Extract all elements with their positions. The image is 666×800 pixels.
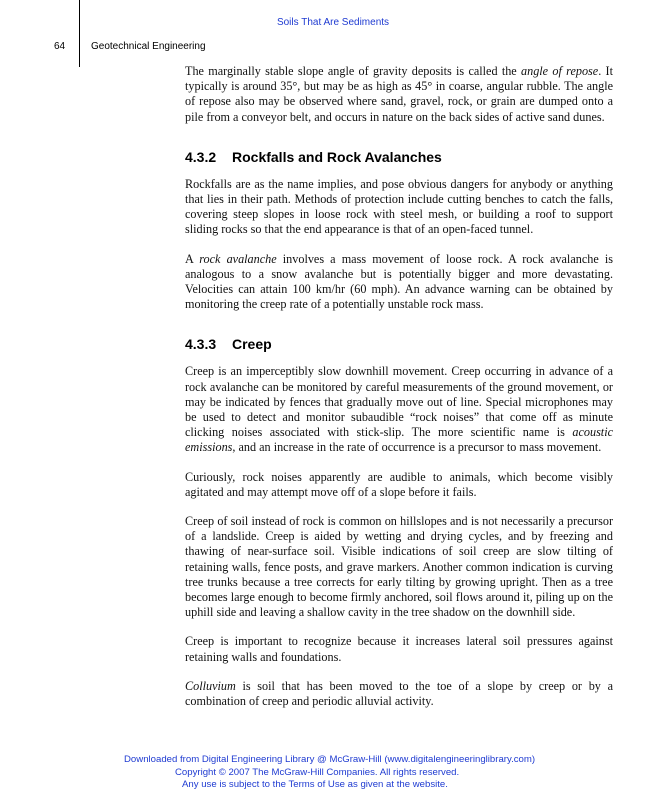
paragraph-soil-creep: Creep of soil instead of rock is common on hillslopes and is not necessarily a precursor of a landslide. Creep is aided by wetting and drying cycles, and by freezing and thawing of near-surface soil. Visible indications of soil creep are slow tilting of retaining walls, fence posts, and grave markers. Another common indication is curving tree trunks because a tree corrects for early tilting by growing upright. Then as a tree becomes large enough to become firmly anchored, soil flows around it, piling up on the uphill side and leaving a shallow cavity in the tree shadow on the downhill side. xyxy=(185,514,613,620)
page-body xyxy=(185,64,613,709)
paragraph-creep-intro: Creep is an imperceptibly slow downhill movement. Creep occurring in advance of a rock avalanche can be monitored by careful measurements of the ground movement, or may be indicated by fences that gradually move out of line. Special microphones may be used to detect and monitor subaudible “rock noises” that come off as minute clicking noises associated with stick-slip. The more scientific name is acoustic emissions, and an increase in the rate of occurrence is a precursor to mass movement. xyxy=(185,364,613,455)
footer-download-link[interactable]: Downloaded from Digital Engineering Library @ McGraw-Hill (www.digitalengineeringlibrary.com) xyxy=(124,754,536,765)
term-angle-of-repose: angle of repose xyxy=(521,64,599,78)
paragraph-lateral-pressure: Creep is important to recognize because it increases lateral soil pressures against retaining walls and foundations. xyxy=(185,634,613,664)
paragraph-colluvium: Colluvium is soil that has been moved to the toe of a slope by creep or by a combination of creep and periodic alluvial activity. xyxy=(185,678,613,709)
section-number: 4.3.3 xyxy=(185,336,217,353)
section-title: Rockfalls and Rock Avalanches xyxy=(232,148,442,165)
intro-paragraph: The marginally stable slope angle of gravity deposits is called the angle of repose. It typically is around 35°, but may be as high as 45° in coarse, angular rubble. The angle of repose also may be observed where sand, gravel, rock, or grain are dumped onto a pile from a conveyor belt, and occurs in nature on the back sides of active sand dunes. xyxy=(185,64,613,124)
header-divider xyxy=(79,0,80,67)
running-head: Soils That Are Sediments xyxy=(276,17,390,28)
term-acoustic-emissions: acoustic emissions xyxy=(185,425,613,455)
term-colluvium: Colluvium xyxy=(185,678,236,693)
footer-copyright: Copyright © 2007 The McGraw-Hill Companies. All rights reserved. xyxy=(175,767,460,778)
term-rock-avalanche: rock avalanche xyxy=(199,251,277,266)
paragraph-rockfalls: Rockfalls are as the name implies, and pose obvious dangers for anybody or anything that lies in their path. Methods of protection include cutting benches to catch the falls, covering steep slopes in loose rock with steel mesh, or building a roof to support sliding rocks so that the end appearance is that of an open-faced tunnel. xyxy=(185,176,613,237)
paragraph-rock-avalanche: A rock avalanche involves a mass movement of loose rock. A rock avalanche is analogous to a snow avalanche but is potentially bigger and more devastating. Velocities can attain 100 km/hr (60 mph). An advance warning can be obtained by monitoring the creep rate of a potentially unstable rock mass. xyxy=(185,251,613,312)
paragraph-rock-noises: Curiously, rock noises apparently are audible to animals, which become visibly agitated and may attempt move off of a slope before it fails. xyxy=(185,469,613,499)
section-title: Creep xyxy=(232,336,272,353)
footer-terms-link[interactable]: Any use is subject to the Terms of Use as given at the website. xyxy=(182,779,448,790)
page-number: 64 xyxy=(54,41,66,52)
book-title: Geotechnical Engineering xyxy=(91,41,206,52)
section-number: 4.3.2 xyxy=(185,148,217,165)
section-heading-creep xyxy=(185,335,613,353)
section-heading-rockfalls xyxy=(185,148,613,166)
